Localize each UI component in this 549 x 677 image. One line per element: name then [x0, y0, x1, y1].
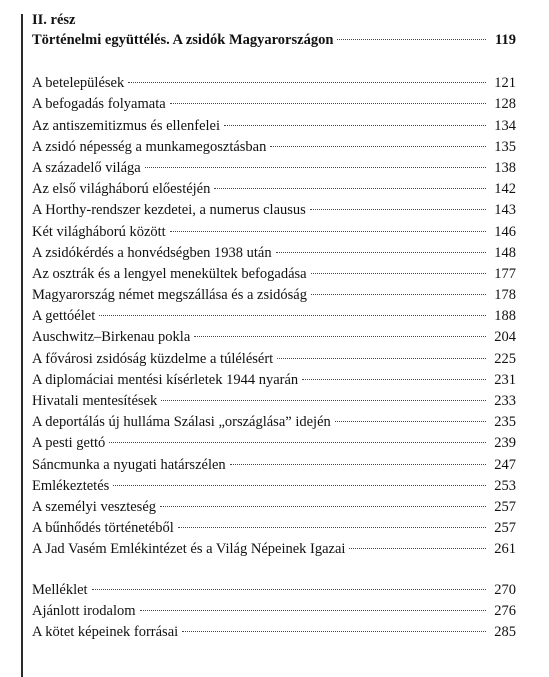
dot-leader: [194, 336, 486, 337]
toc-entry-page-number: 257: [494, 498, 516, 515]
toc-entry: [32, 222, 516, 243]
part-title: Történelmi együttélés. A zsidók Magyarországon: [32, 32, 334, 48]
toc-entry-page-number: 253: [494, 477, 516, 494]
dot-leader: [161, 400, 486, 401]
toc-entry: [32, 264, 516, 285]
toc-entry: [32, 601, 516, 622]
toc-entry-title: A gettóélet: [32, 308, 96, 325]
toc-entry-title: Két világháború között: [32, 223, 166, 240]
toc-main-list: [32, 73, 516, 560]
dot-leader: [302, 379, 486, 380]
dot-leader: [310, 209, 486, 210]
toc-entry-title: Magyarország német megszállása és a zsidóság: [32, 287, 307, 304]
toc-entry-page-number: 261: [494, 541, 516, 558]
dot-leader: [349, 548, 486, 549]
toc-entry: [32, 137, 516, 158]
toc-entry-title: A betelepülések: [32, 75, 125, 92]
toc-entry-title: A személyi veszteség: [32, 498, 157, 515]
dot-leader: [140, 610, 487, 611]
toc-entry-page-number: 142: [494, 181, 516, 198]
toc-entry: [32, 349, 516, 370]
dot-leader: [224, 125, 486, 126]
toc-entry-title: A századelő világa: [32, 159, 141, 176]
toc-entry: [32, 370, 516, 391]
left-margin-rule: [21, 14, 23, 677]
toc-entry: [32, 433, 516, 454]
toc-entry: [32, 412, 516, 433]
toc-entry-page-number: 143: [494, 202, 516, 219]
toc-entry-page-number: 138: [494, 159, 516, 176]
toc-entry-page-number: 135: [494, 138, 516, 155]
part-label: II. rész: [32, 12, 76, 28]
toc-entry-page-number: 148: [494, 244, 516, 261]
toc-entry-title: Az antiszemitizmus és ellenfelei: [32, 117, 221, 134]
toc-entry-title: Az osztrák és a lengyel menekültek befogadása: [32, 265, 307, 282]
toc-entry: [32, 94, 516, 115]
toc-entry-page-number: 239: [494, 435, 516, 452]
toc-appendix-list: [32, 580, 516, 644]
dot-leader: [214, 188, 486, 189]
section-gap: [32, 561, 516, 580]
dot-leader: [128, 82, 486, 83]
toc-entry-page-number: 257: [494, 520, 516, 537]
dot-leader: [145, 167, 486, 168]
dot-leader: [311, 294, 486, 295]
dot-leader: [178, 527, 486, 528]
toc-entry-title: Melléklet: [32, 581, 88, 598]
toc-entry-title: Az első világháború előestéjén: [32, 181, 211, 198]
toc-entry-title: A deportálás új hulláma Szálasi „országlása” idején: [32, 414, 331, 431]
table-of-contents: [32, 10, 516, 643]
toc-entry-page-number: 235: [494, 414, 516, 431]
toc-entry-page-number: 225: [494, 350, 516, 367]
toc-entry-title: A befogadás folyamata: [32, 96, 166, 113]
part-page-number: 119: [495, 32, 516, 48]
toc-entry-page-number: 231: [494, 371, 516, 388]
toc-entry-page-number: 233: [494, 393, 516, 409]
toc-entry-page-number: 128: [494, 96, 516, 113]
toc-entry: [32, 476, 516, 497]
dot-leader: [92, 589, 486, 590]
toc-entry: [32, 73, 516, 94]
toc-entry-title: A Horthy-rendszer kezdetei, a numerus clausus: [32, 202, 306, 219]
toc-entry-title: A bűnhődés történetéből: [32, 520, 174, 537]
toc-entry: [32, 285, 516, 306]
toc-entry-title: A pesti gettó: [32, 435, 106, 452]
dot-leader: [230, 464, 486, 465]
toc-entry: [32, 327, 516, 348]
dot-leader: [160, 506, 486, 507]
toc-entry: [32, 539, 516, 560]
toc-entry: [32, 622, 516, 643]
dot-leader: [270, 146, 486, 147]
dot-leader: [335, 421, 486, 422]
dot-leader: [113, 485, 486, 486]
dot-leader: [109, 442, 486, 443]
dot-leader: [311, 273, 486, 274]
toc-entry: [32, 179, 516, 200]
dot-leader: [337, 39, 486, 40]
toc-entry-title: A zsidókérdés a honvédségben 1938 után: [32, 244, 272, 261]
toc-entry: [32, 200, 516, 221]
toc-entry-page-number: 121: [494, 75, 516, 92]
part-title-entry: [32, 30, 516, 51]
dot-leader: [277, 358, 486, 359]
toc-entry: [32, 116, 516, 137]
toc-entry-title: Emlékeztetés: [32, 477, 110, 494]
section-gap: [32, 51, 516, 73]
dot-leader: [182, 631, 486, 632]
toc-entry-page-number: 188: [494, 308, 516, 325]
dot-leader: [276, 252, 486, 253]
toc-entry: [32, 158, 516, 179]
toc-entry-title: Ajánlott irodalom: [32, 602, 136, 619]
toc-entry: [32, 243, 516, 264]
toc-entry-page-number: 247: [494, 456, 516, 473]
toc-entry-title: Sáncmunka a nyugati határszélen: [32, 456, 226, 473]
toc-entry: [32, 306, 516, 327]
toc-entry-page-number: 204: [494, 329, 516, 346]
toc-entry-page-number: 134: [494, 117, 516, 134]
toc-entry-title: A zsidó népesség a munkamegosztásban: [32, 138, 267, 155]
dot-leader: [170, 103, 486, 104]
toc-entry-page-number: 146: [494, 223, 516, 240]
toc-entry: [32, 497, 516, 518]
toc-entry-page-number: 270: [494, 581, 516, 598]
toc-entry-page-number: 177: [494, 265, 516, 282]
toc-entry-title: A Jad Vasém Emlékintézet és a Világ Népeinek Igazai: [32, 541, 346, 558]
toc-entry-title: Hivatali mentesítések: [32, 393, 158, 409]
toc-entry-page-number: 285: [494, 623, 516, 640]
toc-entry: [32, 455, 516, 476]
toc-entry-title: Auschwitz–Birkenau pokla: [32, 329, 191, 346]
toc-entry-title: A fővárosi zsidóság küzdelme a túlélésért: [32, 350, 274, 367]
toc-entry: [32, 518, 516, 539]
toc-entry-title: A diplomáciai mentési kísérletek 1944 nyarán: [32, 371, 299, 388]
dot-leader: [170, 231, 486, 232]
toc-entry-page-number: 276: [494, 602, 516, 619]
dot-leader: [99, 315, 486, 316]
toc-entry-page-number: 178: [494, 287, 516, 304]
toc-entry: [32, 580, 516, 601]
toc-entry-title: A kötet képeinek forrásai: [32, 623, 179, 640]
toc-entry: [32, 391, 516, 412]
